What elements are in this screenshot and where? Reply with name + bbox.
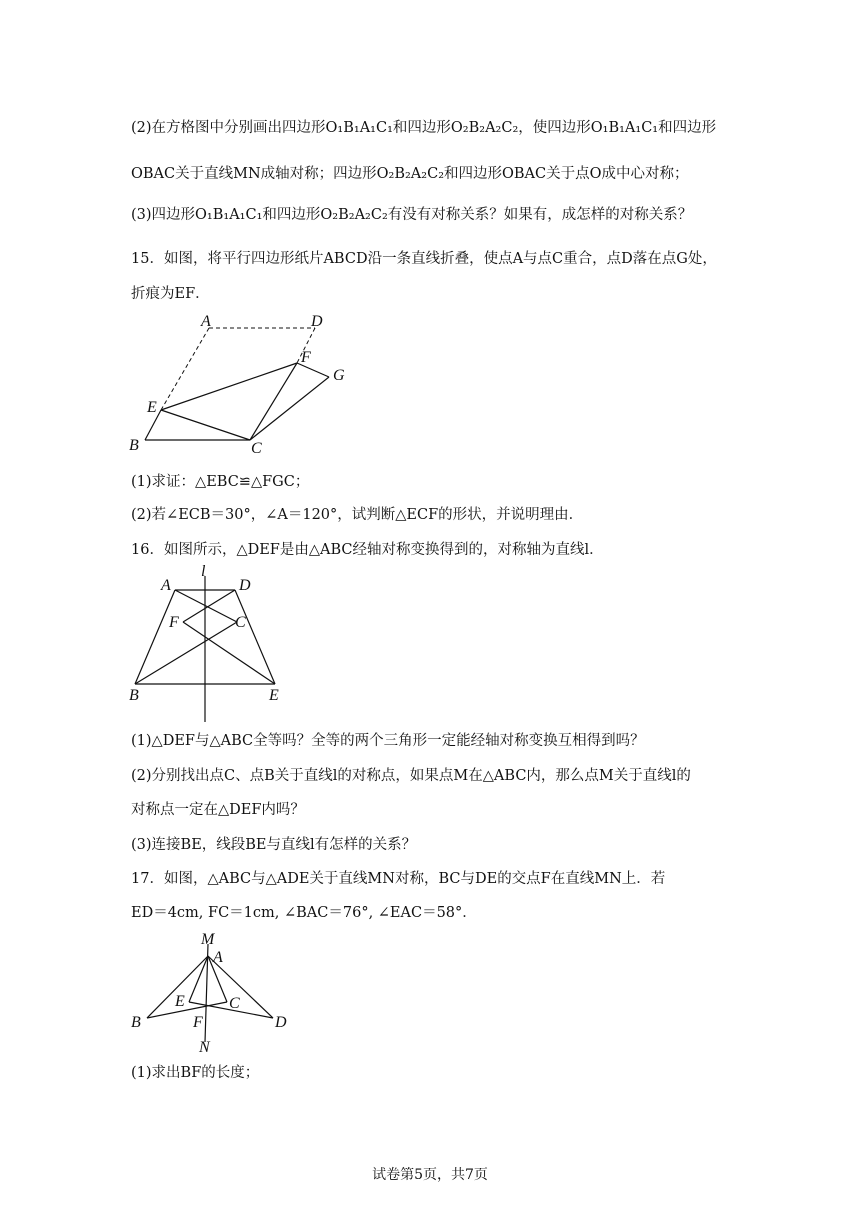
edge-AE [189,956,208,1002]
figure-15-parallelogram [125,310,365,460]
label-B: B [131,1014,141,1031]
label-M: M [201,931,215,948]
q14-part3: (3)四边形O₁B₁A₁C₁和四边形O₂B₂A₂C₂有没有对称关系？如果有，成怎样的对称关系？ [131,207,693,223]
q16-part2-line1: (2)分别找出点C、点B关于直线l的对称点，如果点M在△ABC内，那么点M关于直线l的 [131,768,691,784]
q15-stem-line2: 折痕为EF． [131,286,210,302]
q16-stem: 16．如图所示，△DEF是由△ABC经轴对称变换得到的，对称轴为直线l． [131,542,604,558]
label-E: E [147,399,157,416]
label-D: D [275,1014,287,1031]
figure-16-axial-symmetry [125,562,295,727]
edge-EF [161,363,297,410]
label-E: E [269,687,279,704]
q14-part2-line2: OBAC关于直线MN成轴对称；四边形O₂B₂A₂C₂和四边形OBAC关于点O成中心对称； [131,166,689,182]
label-B: B [129,437,139,454]
label-G: G [333,367,345,384]
edge-AE [161,328,209,410]
label-A: A [161,577,171,594]
label-F: F [193,1014,203,1031]
q16-part3: (3)连接BE，线段BE与直线l有怎样的关系？ [131,837,417,853]
label-N: N [199,1039,210,1056]
label-A: A [213,949,223,966]
edge-CB [135,622,237,684]
q17-stem-line2: ED＝4cm, FC＝1cm, ∠BAC＝76°, ∠EAC＝58°． [131,905,477,921]
edge-AB [135,590,175,684]
edge-FC [250,363,297,440]
q14-part2-line1: (2)在方格图中分别画出四边形O₁B₁A₁C₁和四边形O₂B₂A₂C₂，使四边形O₁B₁A₁C₁和四边形 [131,120,717,136]
q15-part2: (2)若∠ECB＝30°，∠A＝120°，试判断△ECF的形状，并说明理由． [131,507,584,523]
label-F: F [301,349,311,366]
q17-stem-line1: 17．如图，△ABC与△ADE关于直线MN对称，BC与DE的交点F在直线MN上．若 [131,871,666,887]
q16-part2-line2: 对称点一定在△DEF内吗？ [131,802,305,818]
q15-part1: (1)求证：△EBC≌△FGC； [131,474,310,490]
page-footer: 试卷第5页，共7页 [372,1167,488,1183]
label-C: C [251,440,262,457]
q16-part1: (1)△DEF与△ABC全等吗？全等的两个三角形一定能经轴对称变换互相得到吗？ [131,733,645,749]
label-A: A [201,313,211,330]
label-E: E [175,993,185,1010]
label-B: B [129,687,139,704]
q17-part1: (1)求出BF的长度； [131,1065,260,1081]
label-C: C [235,614,246,631]
figure-17-mirror-triangles [125,930,300,1060]
q15-stem-line1: 15．如图，将平行四边形纸片ABCD沿一条直线折叠，使点A与点C重合，点D落在点G处， [131,251,717,267]
edge-EC [161,410,250,440]
label-C: C [229,995,240,1012]
label-l: l [201,563,206,580]
label-D: D [311,313,323,330]
label-D: D [239,577,251,594]
label-F: F [169,614,179,631]
edge-GC [250,377,329,440]
edge-BC [147,1002,227,1018]
